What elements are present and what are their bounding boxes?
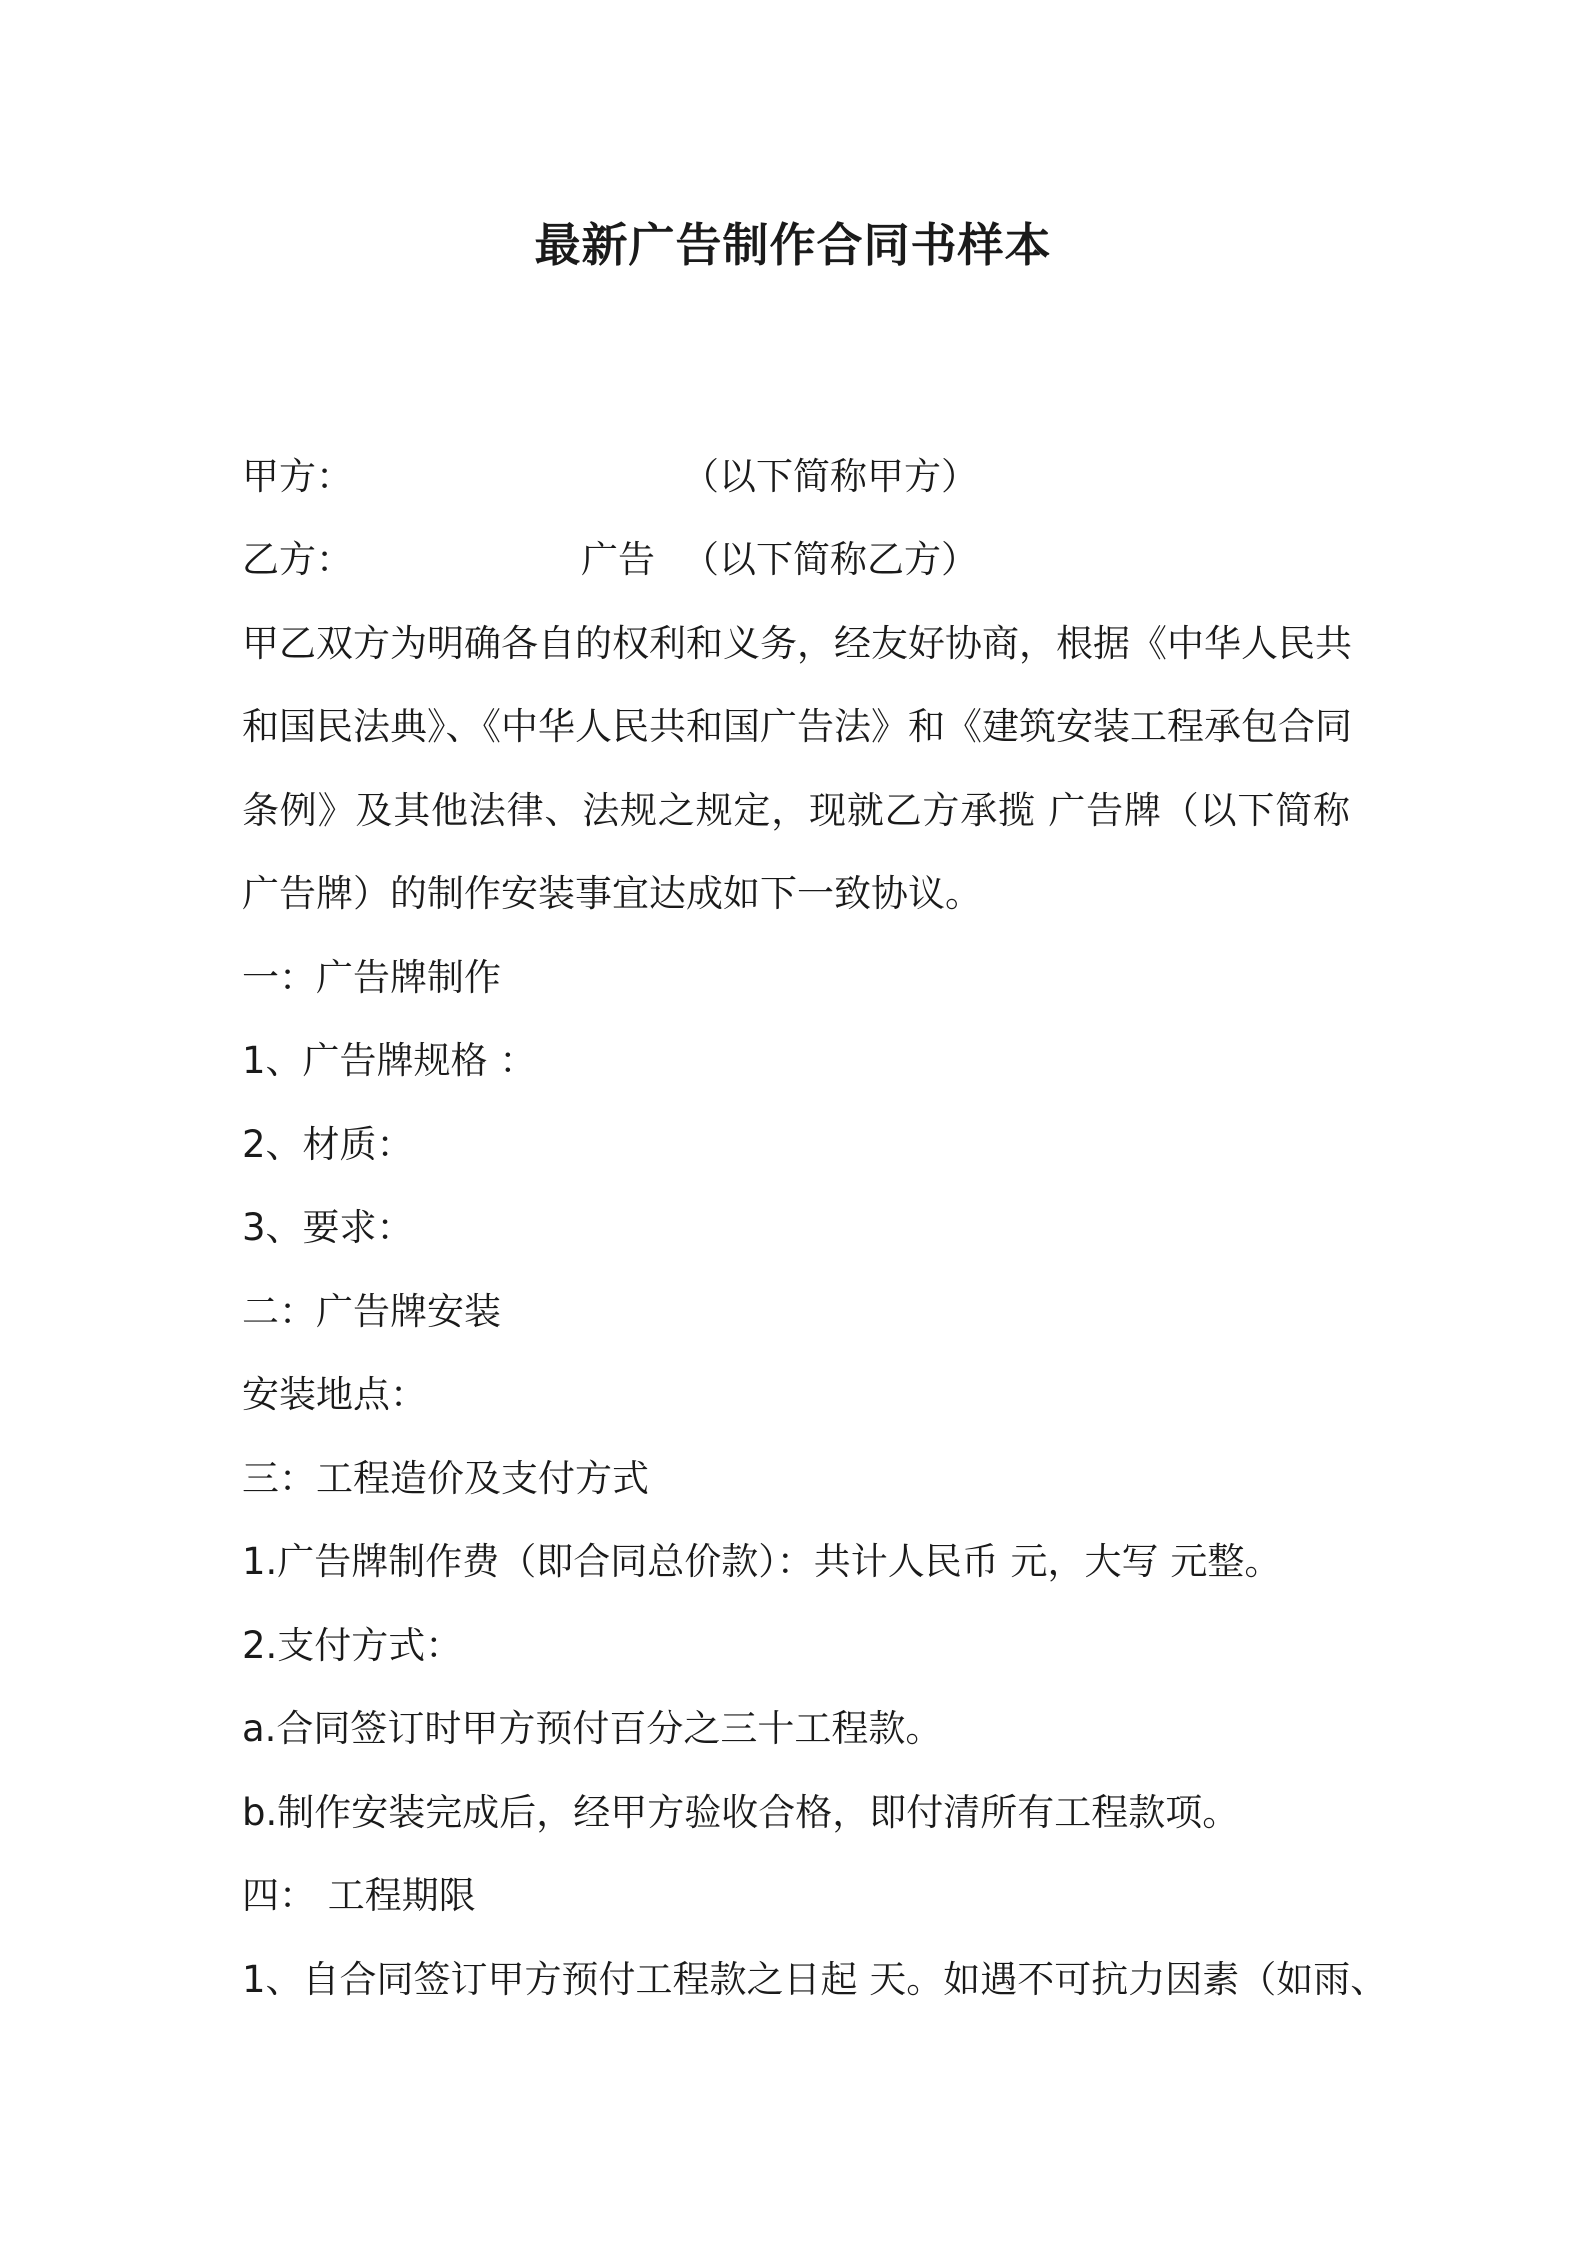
intro-line: 条例》及其他法律、法规之规定，现就乙方承揽 广告牌（以下简称 [242, 789, 1350, 832]
document-title: 最新广告制作合同书样本 [534, 218, 1052, 272]
intro-line: 甲乙双方为明确各自的权利和义务，经友好协商，根据《中华人民共 [242, 622, 1352, 665]
clause-material: 2、材质： [242, 1123, 414, 1166]
section-heading-3: 三：工程造价及支付方式 [242, 1457, 649, 1500]
clause-spec: 1、广告牌规格 ： [242, 1039, 537, 1082]
intro-line: 和国民法典》、《中华人民共和国广告法》和《建筑安装工程承包合同 [242, 705, 1352, 748]
clause-payment-a: a.合同签订时甲方预付百分之三十工程款。 [242, 1707, 943, 1750]
clause-price: 1.广告牌制作费（即合同总价款）：共计人民币 元，大写 元整。 [242, 1540, 1282, 1583]
section-heading-2: 二：广告牌安装 [242, 1290, 501, 1333]
clause-location: 安装地点： [242, 1373, 427, 1416]
clause-payment-b: b.制作安装完成后，经甲方验收合格，即付清所有工程款项。 [242, 1791, 1240, 1834]
party-b-label: 乙方： [242, 538, 353, 581]
clause-payment-method: 2.支付方式： [242, 1624, 463, 1667]
party-b-note: （以下简称乙方） [682, 538, 978, 581]
party-b-ad: 广告 [581, 538, 655, 581]
party-a-label: 甲方： [242, 455, 353, 498]
section-heading-4: 四： 工程期限 [242, 1874, 476, 1917]
section-heading-1: 一：广告牌制作 [242, 956, 501, 999]
clause-period: 1、自合同签订甲方预付工程款之日起 天。如遇不可抗力因素（如雨、 [242, 1958, 1388, 2001]
party-a-note: （以下简称甲方） [682, 455, 978, 498]
intro-line: 广告牌）的制作安装事宜达成如下一致协议。 [242, 872, 982, 915]
party-b-line [242, 535, 978, 585]
clause-requirement: 3、要求： [242, 1206, 414, 1249]
party-a-line [242, 452, 978, 502]
